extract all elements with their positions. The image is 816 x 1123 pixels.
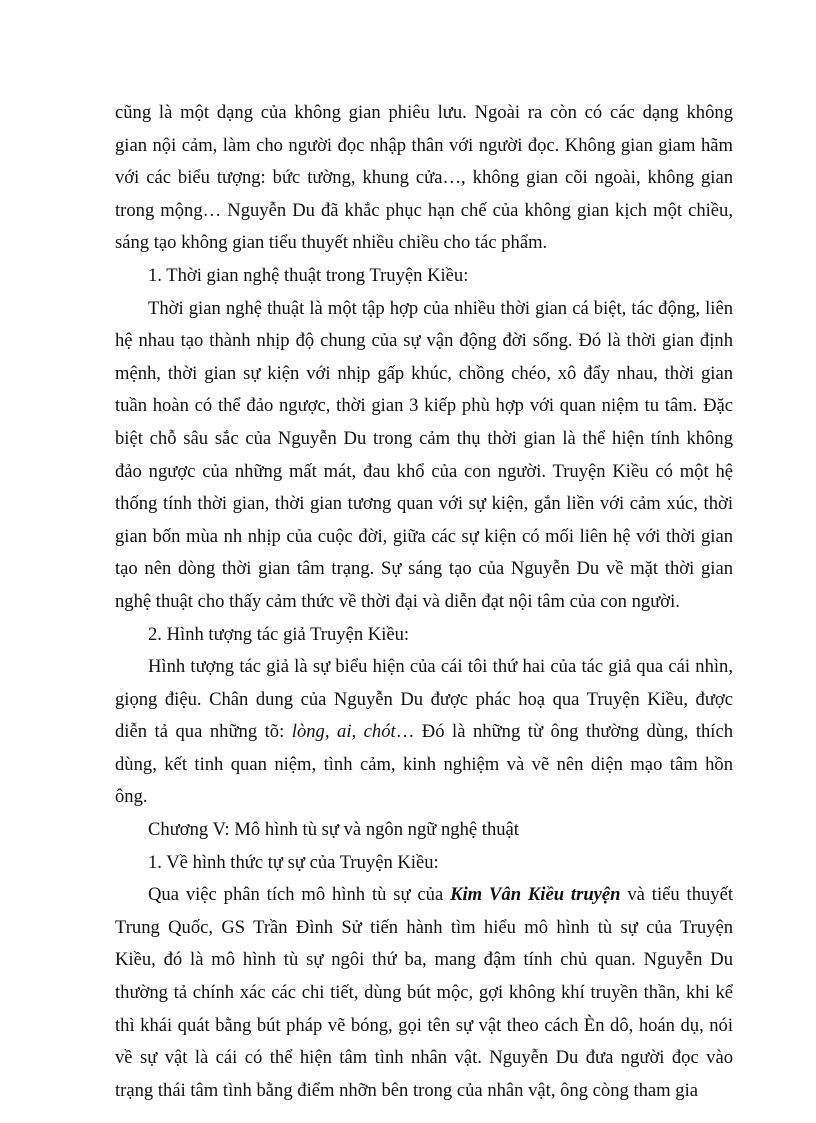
paragraph-line: gian bốn mùa nh nhịp của cuộc đời, giữa các sự kiện có mối liên hệ với thời gian	[115, 525, 733, 547]
paragraph-line: về sự vật là cái có thể hiện tâm tình nhân vật. Nguyễn Du đưa người đọc vào	[115, 1047, 733, 1069]
paragraph-line: thì khái quát bằng bút pháp vẽ bóng, gọi tên sự vật theo cách Èn dô, hoán dụ, nói	[115, 1014, 733, 1036]
paragraph-line: biệt chỗ sâu sắc của Nguyễn Du trong cảm thụ thời gian là thể hiện tính không	[115, 427, 733, 449]
paragraph-line: nghệ thuật cho thấy cảm thức về thời đại và diễn đạt nội tâm của con người.	[115, 590, 680, 612]
paragraph-line: sáng tạo không gian tiểu thuyết nhiều chiều cho tác phẩm.	[115, 232, 548, 254]
section-heading-time: 1. Thời gian nghệ thuật trong Truyện Kiều:	[148, 264, 469, 286]
paragraph-line: Kiều, đó là mô hình tù sự ngôi thứ ba, mang đậm tính chủ quan. Nguyễn Du	[115, 949, 733, 971]
paragraph-line: hệ nhau tạo thành nhịp độ chung của sự vận động đời sống. Đó là thời gian định	[115, 330, 733, 352]
section-heading-author: 2. Hình tượng tác giả Truyện Kiều:	[148, 623, 410, 645]
paragraph-line: tạo nên dòng thời gian tâm trạng. Sự sáng tạo của Nguyễn Du về mặt thời gian	[115, 558, 733, 580]
paragraph-line: tuần hoàn có thể đảo ngược, thời gian 3 kiếp phù hợp với quan niệm tu tâm. Đặc	[115, 395, 733, 417]
paragraph-line: gian nội cảm, làm cho người đọc nhập thân với người đọc. Không gian giam hãm	[115, 134, 733, 156]
paragraph-line: trong mộng… Nguyễn Du đã khắc phục hạn chế của không gian kịch một chiều,	[115, 199, 733, 221]
paragraph-line: đảo ngược của những mất mát, đau khổ của con người. Truyện Kiều có một hệ	[115, 460, 733, 482]
section-heading-narrative: 1. Về hình thức tự sự của Truyện Kiều:	[148, 851, 439, 873]
book-title: Kim Vân Kiều truyện	[450, 884, 621, 906]
body-text	[115, 97, 733, 1107]
paragraph-line: thường tả chính xác các chi tiết, dùng bút mộc, gợi không khí truyền thần, khi kể	[115, 982, 733, 1004]
text-run: Qua việc phân tích mô hình tù sự của	[148, 884, 451, 906]
italic-term: lòng, ai, chót	[291, 721, 396, 743]
text-run: … Đó là những từ ông thường dùng, thích	[395, 721, 733, 743]
paragraph-line: Hình tượng tác giả là sự biểu hiện của cái tôi thứ hai của tác giả qua cái nhìn,	[148, 656, 733, 678]
paragraph-line: mệnh, thời gian sự kiện với nhịp gấp khúc, chồng chéo, xô đẩy nhau, thời gian	[115, 362, 733, 384]
paragraph-line: Trung Quốc, GS Trần Đình Sử tiến hành tìm hiểu mô hình tù sự của Truyện	[115, 916, 733, 938]
paragraph-line: ông.	[115, 786, 148, 808]
paragraph-line: trạng thái tâm tình bằng điểm nhỡn bên trong của nhân vật, ông còng tham gia	[115, 1079, 698, 1101]
paragraph-line	[115, 879, 733, 912]
paragraph-line: Thời gian nghệ thuật là một tập hợp của nhiều thời gian cá biệt, tác động, liên	[148, 297, 733, 319]
paragraph-line: giọng điệu. Chân dung của Nguyễn Du được phác hoạ qua Truyện Kiều, được	[115, 688, 733, 710]
paragraph-line: cũng là một dạng của không gian phiêu lưu. Ngoài ra còn có các dạng không	[115, 102, 733, 123]
paragraph-line: thống tính thời gian, thời gian tương quan với sự kiện, gắn liền với cảm xúc, thời	[115, 493, 733, 515]
text-run: và tiểu thuyết	[620, 884, 733, 906]
paragraph-line: dùng, kết tinh quan niệm, tình cảm, kinh nghiệm và vẽ nên diện mạo tâm hồn	[115, 753, 733, 775]
paragraph-line: với các biểu tượng: bức tường, khung cửa…, không gian cõi ngoài, không gian	[115, 167, 733, 189]
chapter-heading: Chương V: Mô hình tù sự và ngôn ngữ nghệ thuật	[148, 819, 519, 841]
paragraph-line	[115, 716, 733, 749]
text-run: diễn tả qua những tõ:	[115, 721, 292, 743]
